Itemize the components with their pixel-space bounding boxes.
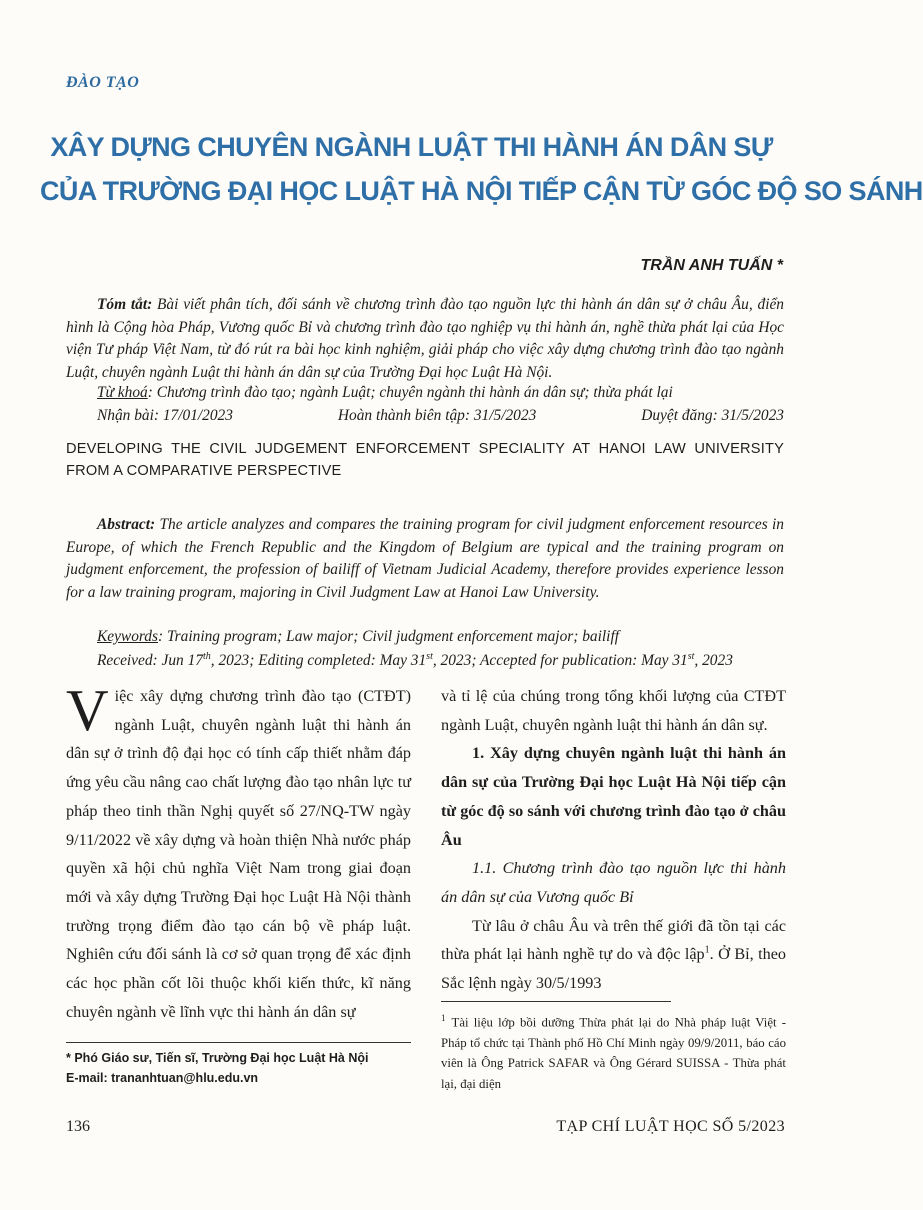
title-line-1: XÂY DỰNG CHUYÊN NGÀNH LUẬT THI HÀNH ÁN DÂN SỰ [50,132,773,162]
article-title [40,125,923,213]
en-dates-part-4: , 2023 [694,652,733,669]
en-dates-sup-2: st [426,650,433,662]
english-title: DEVELOPING THE CIVIL JUDGEMENT ENFORCEMENT SPECIALITY AT HANOI LAW UNIVERSITY FROM A COMPARATIVE PERSPECTIVE [66,441,784,479]
en-dates-part-1: Received: Jun 17 [97,652,203,669]
english-dates [97,650,784,673]
body-right-para-1: và tỉ lệ của chúng trong tổng khối lượng của CTĐT ngành Luật, chuyên ngành luật thi hành án dân sự. [441,687,786,734]
footnote-divider-left [66,1042,411,1043]
section-label: ĐÀO TẠO [66,74,140,91]
footnote-1-text: Tài liệu lớp bồi dưỡng Thừa phát lại do Nhà pháp luật Việt - Pháp tổ chức tại Thành phố Hồ Chí Minh ngày 09/9/2011, báo cáo viên là Ông Patrick SAFAR và Ông Gérard SUISSA - Thừa phát lại, đại diện [441,1015,786,1092]
vi-approved-date: Duyệt đăng: 31/5/2023 [641,407,784,424]
author-footnote [66,1048,411,1088]
vi-abstract-text: Bài viết phân tích, đối sánh về chương trình đào tạo nguồn lực thi hành án dân sự ở châu Âu, điển hình là Cộng hòa Pháp, Vương quốc Bỉ và chương trình đào tạo nghiệp vụ thi hành án, nghề thừa phát lại của Học viện Tư pháp Việt Nam, từ đó rút ra bài học kinh nghiệm, giải pháp cho việc xây dựng chương trình đào tạo ngành Luật, chuyên ngành Luật thi hành án dân sự của Trường Đại học Luật Hà Nội. [66,296,784,381]
journal-name: TẠP CHÍ LUẬT HỌC SỐ 5/2023 [556,1118,785,1135]
footnote-1-number: 1 [441,1013,446,1023]
footnote-ref-1: 1 [704,944,710,956]
footnote-1 [441,1008,786,1095]
body-right-para-2 [441,912,786,998]
en-keywords-label: Keywords [97,628,158,645]
vi-keywords-text: : Chương trình đào tạo; ngành Luật; chuyên ngành thi hành án dân sự; thừa phát lại [147,384,673,401]
english-keywords [97,626,784,649]
author-affiliation: * Phó Giáo sư, Tiến sĩ, Trường Đại học Luật Hà Nội [66,1051,369,1065]
english-abstract [66,514,784,604]
vi-keywords-label: Từ khoá [97,384,148,401]
section-heading-1: 1. Xây dựng chuyên ngành luật thi hành án dân sự của Trường Đại học Luật Hà Nội tiếp cận từ góc độ so sánh với chương trình đào tạo ở châu Âu [441,744,786,849]
dropcap-letter: V [66,677,109,743]
vietnamese-dates [97,407,784,425]
en-dates-part-3: , 2023; Accepted for publication: May 31 [432,652,688,669]
vi-edited-date: Hoàn thành biên tập: 31/5/2023 [337,407,537,424]
author-email: E-mail: trananhtuan@hlu.edu.vn [66,1071,259,1085]
para-2-text-b: . Ở Bỉ, theo Sắc lệnh ngày 30/5/1993 [441,945,786,993]
body-left-text: iệc xây dựng chương trình đào tạo (CTĐT) ngành Luật, chuyên ngành luật thi hành án dân sự ở trình độ đại học có tính cấp thiết nhằm đáp ứng yêu cầu nâng cao chất lượng đào tạo nhân lực tư pháp theo tinh thần Nghị quyết số 27/NQ-TW ngày 9/11/2022 về xây dựng và hoàn thiện Nhà nước pháp quyền xã hội chủ nghĩa Việt Nam trong giai đoạn mới và xây dựng Trường Đại học Luật Hà Nội thành trường trọng điểm đào tạo cán bộ về pháp luật. Nghiên cứu đối sánh là cơ sở quan trọng để xác định các học phần cốt lõi thuộc khối kiến thức, kĩ năng chuyên ngành về lĩnh vực thi hành án dân sự [66,687,411,1021]
vietnamese-keywords [97,382,784,405]
vi-abstract-label: Tóm tắt: [97,296,153,313]
page-number: 136 [66,1118,90,1135]
footnote-divider-right [441,1001,671,1002]
vi-received-date: Nhận bài: 17/01/2023 [97,407,233,424]
author-name: TRẦN ANH TUẤN * [640,257,783,274]
en-dates-part-2: , 2023; Editing completed: May 31 [210,652,427,669]
title-line-2: CỦA TRƯỜNG ĐẠI HỌC LUẬT HÀ NỘI TIẾP CẬN TỪ GÓC ĐỘ SO SÁNH [40,176,923,206]
en-dates-sup-3: st [687,650,695,662]
en-abstract-text: The article analyzes and compares the training program for civil judgment enforcement resources in Europe, of which the French Republic and the Kingdom of Belgium are typical and the training program on judgment enforcement, the profession of bailiff of Vietnam Judicial Academy, therefore provides experience lesson for a law training program, majoring in Civil Judgment Law at Hanoi Law University. [66,516,784,601]
en-keywords-text: : Training program; Law major; Civil judgment enforcement major; bailiff [158,628,619,645]
vietnamese-abstract [66,294,784,384]
para-2-text-a: Từ lâu ở châu Âu và trên thế giới đã tồn tại các thừa phát lại hành nghề tự do và độc lập [441,916,786,964]
subsection-heading-1-1: 1.1. Chương trình đào tạo nguồn lực thi hành án dân sự của Vương quốc Bỉ [441,859,786,906]
en-dates-sup-1: th [202,650,211,662]
en-abstract-label: Abstract: [97,516,156,533]
body-column-right [441,682,786,998]
body-column-left [66,677,411,1026]
